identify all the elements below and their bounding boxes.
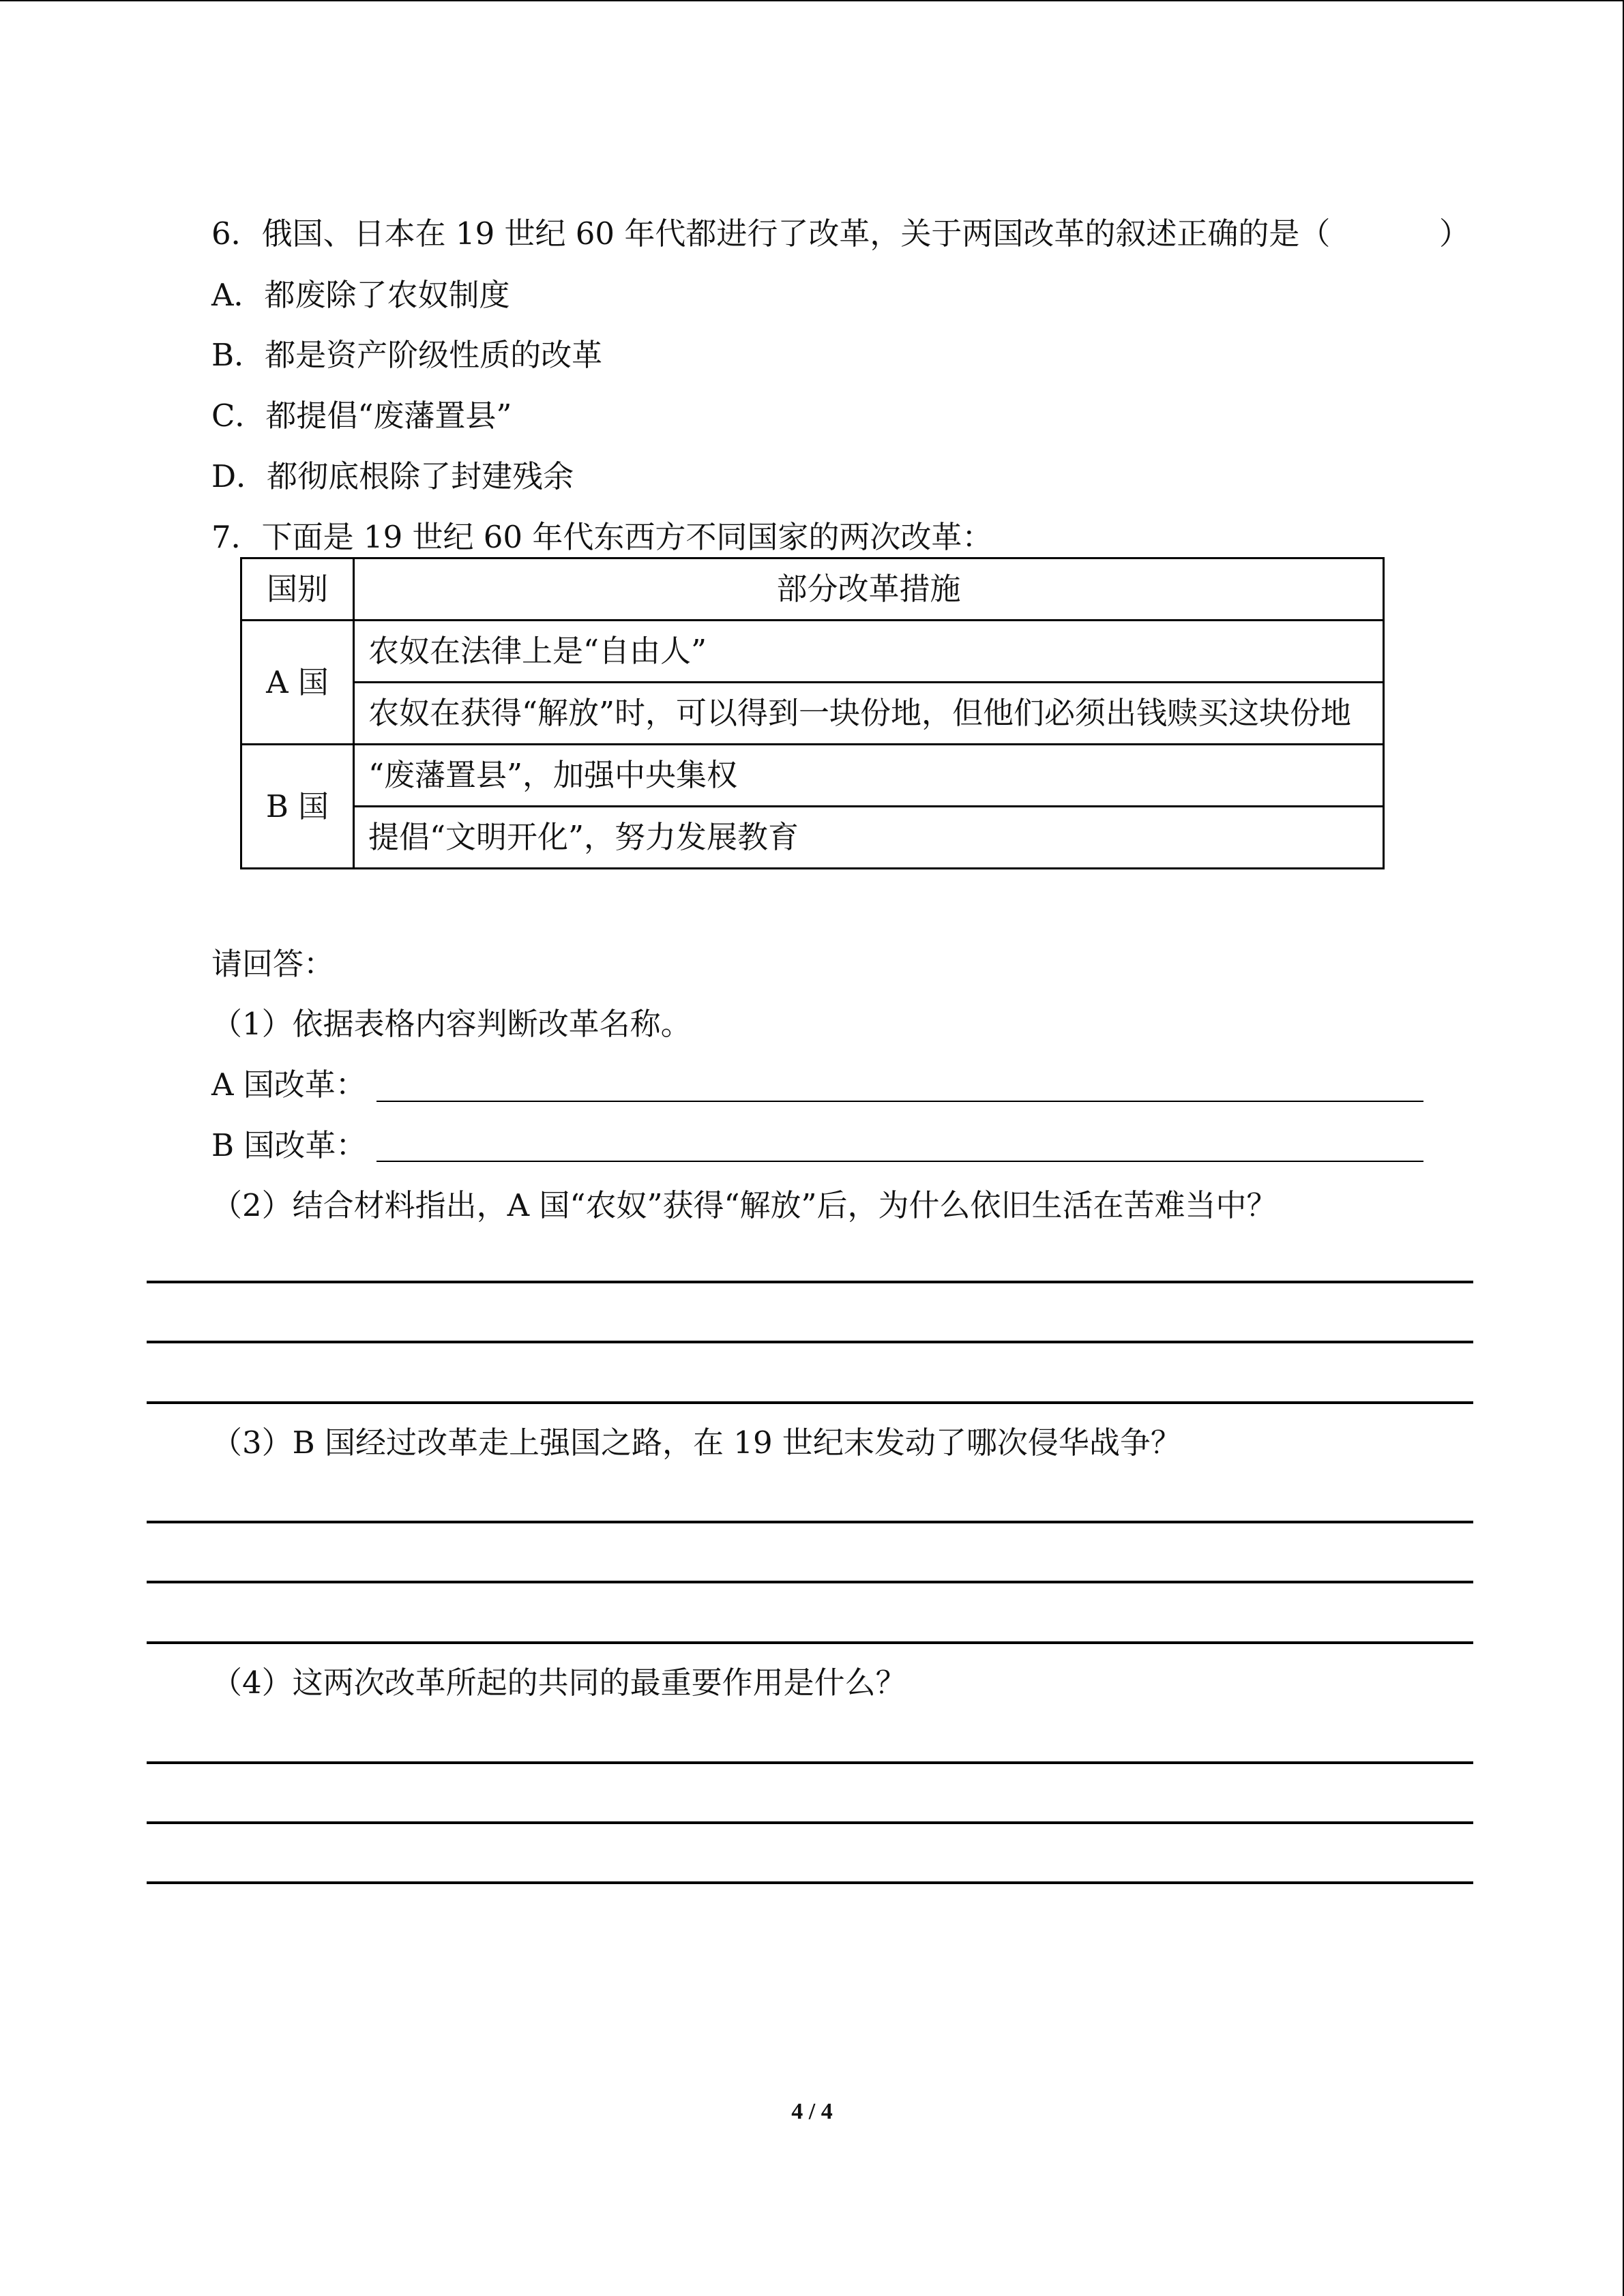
b-reform-label: B 国改革：: [211, 1127, 367, 1163]
q7-prompt: 请回答：: [211, 946, 335, 982]
answer-line[interactable]: [147, 1401, 1473, 1404]
answer-line[interactable]: [147, 1281, 1473, 1283]
b-measure-1: “废藩置县”，加强中央集权: [354, 745, 1384, 807]
answer-line[interactable]: [147, 1581, 1473, 1583]
q7-sub2: （2）结合材料指出，A 国“农奴”获得“解放”后，为什么依旧生活在苦难当中？: [211, 1187, 1278, 1223]
page-number: 4 / 4: [791, 2099, 833, 2124]
a-reform-label: A 国改革：: [211, 1067, 366, 1103]
table-row: [241, 621, 1384, 683]
q7-sub4: （4）这两次改革所起的共同的最重要作用是什么？: [211, 1665, 906, 1701]
answer-line[interactable]: [147, 1641, 1473, 1644]
q7-sub3: （3）B 国经过改革走上强国之路，在 19 世纪末发动了哪次侵华战争？: [211, 1425, 1181, 1461]
b-measure-2: 提倡“文明开化”，努力发展教育: [354, 807, 1384, 869]
q7-stem: 7．下面是 19 世纪 60 年代东西方不同国家的两次改革：: [211, 519, 993, 555]
q6-option-c: C．都提倡“废藩置县”: [211, 398, 512, 434]
a-measure-1: 农奴在法律上是“自由人”: [354, 621, 1384, 683]
reform-table: [240, 557, 1385, 869]
q6-stem: 6．俄国、日本在 19 世纪 60 年代都进行了改革，关于两国改革的叙述正确的是（: [211, 215, 1331, 252]
table-row: [241, 745, 1384, 807]
answer-line[interactable]: [147, 1821, 1473, 1824]
answer-line[interactable]: [147, 1881, 1473, 1884]
q6-option-d: D．都彻底根除了封建残余: [211, 458, 574, 494]
q6-answer-paren: ）: [1439, 215, 1471, 252]
a-reform-blank[interactable]: [377, 1101, 1423, 1102]
q7-sub1: （1）依据表格内容判断改革名称。: [211, 1006, 692, 1042]
country-b-cell: B 国: [241, 745, 354, 869]
answer-line[interactable]: [147, 1521, 1473, 1523]
header-country: 国别: [241, 558, 354, 621]
answer-line[interactable]: [147, 1341, 1473, 1343]
q6-option-b: B．都是资产阶级性质的改革: [211, 337, 603, 373]
table-row: [241, 683, 1384, 745]
q6-option-a: A．都废除了农奴制度: [211, 277, 510, 313]
header-measures: 部分改革措施: [354, 558, 1384, 621]
a-measure-2: 农奴在获得“解放”时，可以得到一块份地，但他们必须出钱赎买这块份地: [354, 683, 1384, 745]
answer-line[interactable]: [147, 1761, 1473, 1764]
country-a-cell: A 国: [241, 621, 354, 745]
table-row: [241, 807, 1384, 869]
table-header-row: [241, 558, 1384, 621]
b-reform-blank[interactable]: [377, 1161, 1423, 1162]
